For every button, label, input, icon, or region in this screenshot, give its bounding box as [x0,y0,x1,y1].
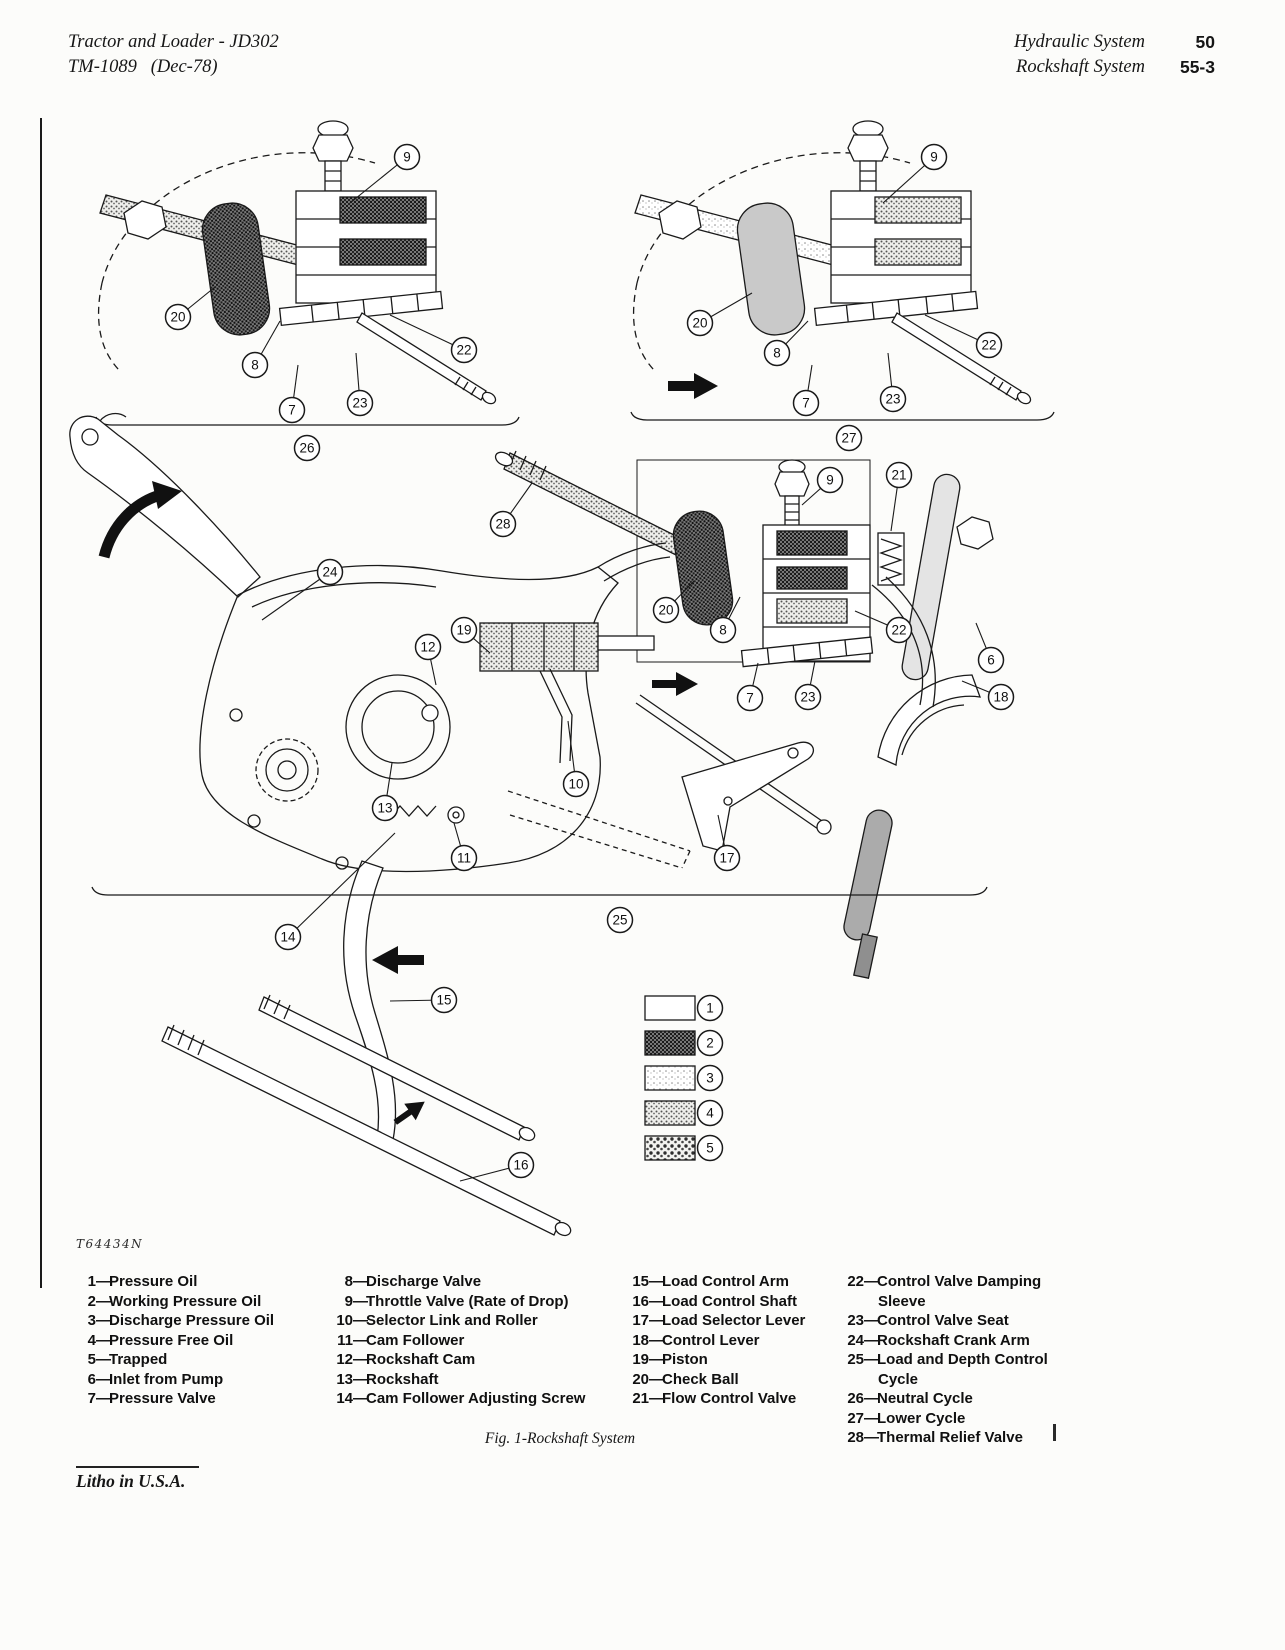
svg-text:13: 13 [377,800,393,816]
part-item-18 [627,1331,842,1351]
part-number: 1 [87,1273,96,1290]
svg-text:26: 26 [299,440,315,456]
part-item-22 [842,1272,1064,1311]
svg-text:9: 9 [930,149,938,165]
svg-text:11: 11 [456,850,472,866]
part-item-17 [627,1311,842,1331]
part-item-20 [627,1370,842,1390]
part-number: 13 [336,1370,353,1388]
svg-text:7: 7 [288,402,296,418]
part-item-4 [74,1331,331,1351]
part-label: Load Control Shaft [662,1292,797,1310]
part-label: Load Selector Lever [662,1312,806,1329]
doc-title: Tractor and Loader - JD302 [68,32,279,52]
valve-body [831,191,971,303]
part-item-26 [842,1389,1064,1409]
part-item-9 [331,1292,627,1312]
callout-9 [395,145,420,170]
svg-text:9: 9 [403,149,411,165]
part-number: 3 [87,1312,96,1329]
dash-separator: — [96,1331,111,1349]
left-arrow-icon [372,946,424,974]
callout-7 [794,391,819,416]
dash-separator: — [353,1292,368,1310]
part-number: 17 [632,1312,649,1329]
dash-separator: — [864,1390,879,1407]
part-label: Thermal Relief Valve [877,1429,1023,1446]
part-number: 23 [847,1312,864,1329]
cam-follower-assembly [392,705,464,823]
svg-text:22: 22 [891,622,907,638]
dash-separator: — [649,1292,664,1310]
bracket-lower-cycle [631,412,1054,420]
part-label: Cam Follower [366,1331,465,1349]
callout-8 [765,341,790,366]
part-label: Load and Depth Control Cycle [877,1351,1048,1388]
dash-separator: — [353,1390,368,1407]
part-item-15 [627,1272,842,1292]
callout-12 [416,635,441,660]
part-item-10 [331,1311,627,1331]
subsection-title: Rockshaft System [1016,57,1145,77]
callout-19 [452,618,477,643]
svg-text:23: 23 [352,395,368,411]
section-page-number: 55-3 [1179,57,1215,77]
svg-text:1: 1 [706,1000,714,1016]
svg-text:22: 22 [456,342,472,358]
part-label: Flow Control Valve [662,1390,797,1407]
callout-1 [698,996,723,1021]
load-control-arm [344,861,396,1140]
part-number: 2 [87,1292,96,1310]
callout-2 [698,1031,723,1056]
dash-separator: — [864,1273,879,1290]
part-number: 26 [847,1390,864,1407]
callout-14 [276,925,301,950]
legend-swatch-2 [645,1031,695,1055]
litho-note: Litho in U.S.A. [76,1466,199,1492]
part-number: 22 [847,1273,864,1290]
dash-separator: — [864,1429,879,1446]
dash-separator: — [353,1331,368,1349]
rockshaft-crank-arm [70,414,260,597]
part-label: Rockshaft [366,1370,439,1388]
rockshaft-housing [200,566,618,872]
callout-7 [738,686,763,711]
part-item-7 [74,1389,331,1409]
svg-text:16: 16 [513,1157,529,1173]
svg-text:25: 25 [612,912,628,928]
part-item-11 [331,1331,627,1351]
part-number: 4 [87,1331,96,1349]
part-item-23 [842,1311,1064,1331]
svg-text:17: 17 [719,850,735,866]
callout-5 [698,1136,723,1161]
callout-10 [564,772,589,797]
legend-swatch-3 [645,1066,695,1090]
throttle-valve [775,460,809,530]
callout-15 [432,988,457,1013]
header-right [937,30,1215,80]
parts-column [627,1272,842,1448]
part-label: Rockshaft Crank Arm [877,1331,1030,1349]
svg-text:8: 8 [719,622,727,638]
dash-separator: — [649,1351,664,1368]
check-ball-housing [199,200,273,339]
section-title: Hydraulic System [1013,32,1145,52]
part-label: Pressure Free Oil [109,1331,234,1349]
part-number: 11 [337,1331,353,1349]
callout-25 [608,908,633,933]
part-number: 10 [336,1312,353,1329]
check-ball-housing [734,200,808,339]
margin-tick [1053,1424,1056,1441]
svg-text:7: 7 [746,690,754,706]
part-label: Discharge Pressure Oil [109,1312,275,1329]
callout-20 [688,311,713,336]
legend-swatch-1 [645,996,695,1020]
callout-22 [887,618,912,643]
svg-text:20: 20 [170,309,186,325]
parts-column [331,1272,627,1448]
part-label: Discharge Valve [366,1273,482,1290]
svg-text:22: 22 [981,337,997,353]
header-left [68,30,279,80]
part-item-21 [627,1389,842,1409]
callout-8 [711,618,736,643]
part-label: Lower Cycle [877,1409,966,1427]
part-number: 7 [87,1390,96,1407]
svg-text:20: 20 [658,602,674,618]
svg-text:23: 23 [800,689,816,705]
part-label: Pressure Oil [109,1273,198,1290]
part-item-1 [74,1272,331,1292]
control-lever [900,472,962,681]
photo-code: T64434N [76,1237,144,1251]
part-label: Control Valve Damping Sleeve [877,1273,1042,1310]
part-number: 9 [344,1292,353,1310]
svg-text:9: 9 [826,472,834,488]
svg-text:19: 19 [456,622,472,638]
part-item-3 [74,1311,331,1331]
valve-rod [892,313,1021,400]
neutral-cycle-subfigure [96,121,519,425]
part-item-8 [331,1272,627,1292]
callout-23 [881,387,906,412]
part-label: Neutral Cycle [877,1390,973,1407]
parts-column [74,1272,331,1448]
svg-text:14: 14 [280,929,296,945]
dash-separator: — [649,1390,664,1407]
svg-text:27: 27 [841,430,857,446]
part-label: Check Ball [662,1370,739,1388]
parts-column [842,1272,1064,1448]
dash-separator: — [864,1312,879,1329]
svg-text:18: 18 [993,689,1009,705]
part-number: 15 [632,1273,649,1290]
callout-26 [295,436,320,461]
svg-text:15: 15 [436,992,452,1008]
part-number: 12 [336,1351,353,1368]
dash-separator: — [96,1390,111,1407]
lever-quadrant [878,675,980,765]
control-lever-handle [842,808,895,943]
callout-28 [491,512,516,537]
part-item-24 [842,1331,1064,1351]
callout-9 [818,468,843,493]
valve-body [296,191,436,303]
dash-separator: — [864,1331,879,1349]
dash-separator: — [353,1370,368,1388]
callout-11 [452,846,477,871]
part-number: 14 [336,1390,353,1407]
part-item-13 [331,1370,627,1390]
bracket-neutral-cycle [96,417,519,425]
part-label: Load Control Arm [662,1273,789,1290]
doc-number: TM-1089 (Dec-78) [68,57,218,77]
dash-separator: — [96,1273,111,1290]
callout-20 [654,598,679,623]
part-item-5 [74,1350,331,1370]
dash-separator: — [96,1292,111,1310]
part-label: Pressure Valve [109,1390,216,1407]
part-label: Inlet from Pump [109,1370,224,1388]
callout-22 [452,338,477,363]
part-number: 8 [344,1273,353,1290]
svg-text:4: 4 [706,1105,714,1121]
svg-text:7: 7 [802,395,810,411]
part-item-25 [842,1350,1064,1389]
callout-23 [348,391,373,416]
callout-20 [166,305,191,330]
dash-separator: — [353,1273,368,1290]
callout-23 [796,685,821,710]
piston-assembly [480,623,654,671]
svg-text:28: 28 [495,516,511,532]
part-item-27 [842,1409,1064,1429]
part-label: Working Pressure Oil [109,1292,262,1310]
svg-text:20: 20 [692,315,708,331]
callout-22 [977,333,1002,358]
part-item-6 [74,1370,331,1390]
part-number: 20 [632,1370,649,1388]
part-item-2 [74,1292,331,1312]
svg-text:21: 21 [891,467,907,483]
part-number: 25 [847,1351,864,1368]
svg-text:24: 24 [322,564,338,580]
part-item-16 [627,1292,842,1312]
part-item-14 [331,1389,627,1409]
parts-list [74,1272,1064,1448]
callout-16 [509,1153,534,1178]
part-label: Selector Link and Roller [366,1312,538,1329]
dash-separator: — [353,1351,368,1368]
page-number: 50 [1195,32,1215,52]
svg-text:8: 8 [251,357,259,373]
load-selector-lever [682,742,813,851]
callout-17 [715,846,740,871]
legend-swatch-4 [645,1101,695,1125]
dash-separator: — [353,1312,368,1329]
rockshaft-figure [40,115,1255,1280]
callout-4 [698,1101,723,1126]
svg-text:2: 2 [706,1035,714,1051]
part-label: Cam Follower Adjusting Screw [366,1390,586,1407]
part-number: 18 [632,1331,649,1349]
part-number: 19 [632,1351,649,1368]
page-header [68,30,1215,80]
part-number: 21 [632,1390,649,1407]
flow-arrow-icon [652,672,698,696]
part-label: Control Valve Seat [877,1312,1009,1329]
callout-6 [979,648,1004,673]
pressure-valve-detail [493,450,993,765]
callout-24 [318,560,343,585]
svg-text:3: 3 [706,1070,714,1086]
part-label: Trapped [109,1351,168,1368]
callout-27 [837,426,862,451]
part-number: 24 [847,1331,864,1349]
svg-text:8: 8 [773,345,781,361]
dash-separator: — [96,1351,111,1368]
check-ball-housing [670,508,735,628]
part-item-19 [627,1350,842,1370]
callout-3 [698,1066,723,1091]
part-label: Rockshaft Cam [366,1351,476,1368]
svg-text:12: 12 [420,639,436,655]
svg-text:10: 10 [568,776,584,792]
callout-9 [922,145,947,170]
callout-leader-14 [288,833,395,937]
callout-21 [887,463,912,488]
dash-separator: — [649,1331,664,1349]
part-number: 27 [847,1409,864,1427]
part-number: 28 [847,1429,864,1446]
flow-arrow-icon [668,373,718,399]
svg-text:5: 5 [706,1140,714,1156]
dash-separator: — [864,1351,879,1368]
part-label: Piston [662,1351,708,1368]
lower-cycle-subfigure [631,121,1054,420]
flow-control-valve [878,533,904,585]
pattern-legend [645,996,695,1160]
dash-separator: — [649,1370,664,1388]
part-number: 16 [632,1292,649,1310]
dash-separator: — [649,1273,664,1290]
selector-link [540,669,572,763]
part-number: 5 [87,1351,96,1368]
dash-separator: — [649,1312,664,1329]
part-item-28 [842,1428,1064,1448]
callout-7 [280,398,305,423]
svg-text:6: 6 [987,652,995,668]
dash-separator: — [96,1370,111,1388]
callout-18 [989,685,1014,710]
part-label: Throttle Valve (Rate of Drop) [366,1292,569,1310]
svg-text:23: 23 [885,391,901,407]
callout-8 [243,353,268,378]
figure-caption: Fig. 1-Rockshaft System [484,1430,636,1447]
part-item-12 [331,1350,627,1370]
callout-13 [373,796,398,821]
part-number: 6 [87,1370,96,1388]
part-label: Control Lever [662,1331,760,1349]
dash-separator: — [864,1409,879,1427]
dash-separator: — [96,1312,111,1329]
hex-bolt-icon [957,517,993,549]
legend-swatch-5 [645,1136,695,1160]
